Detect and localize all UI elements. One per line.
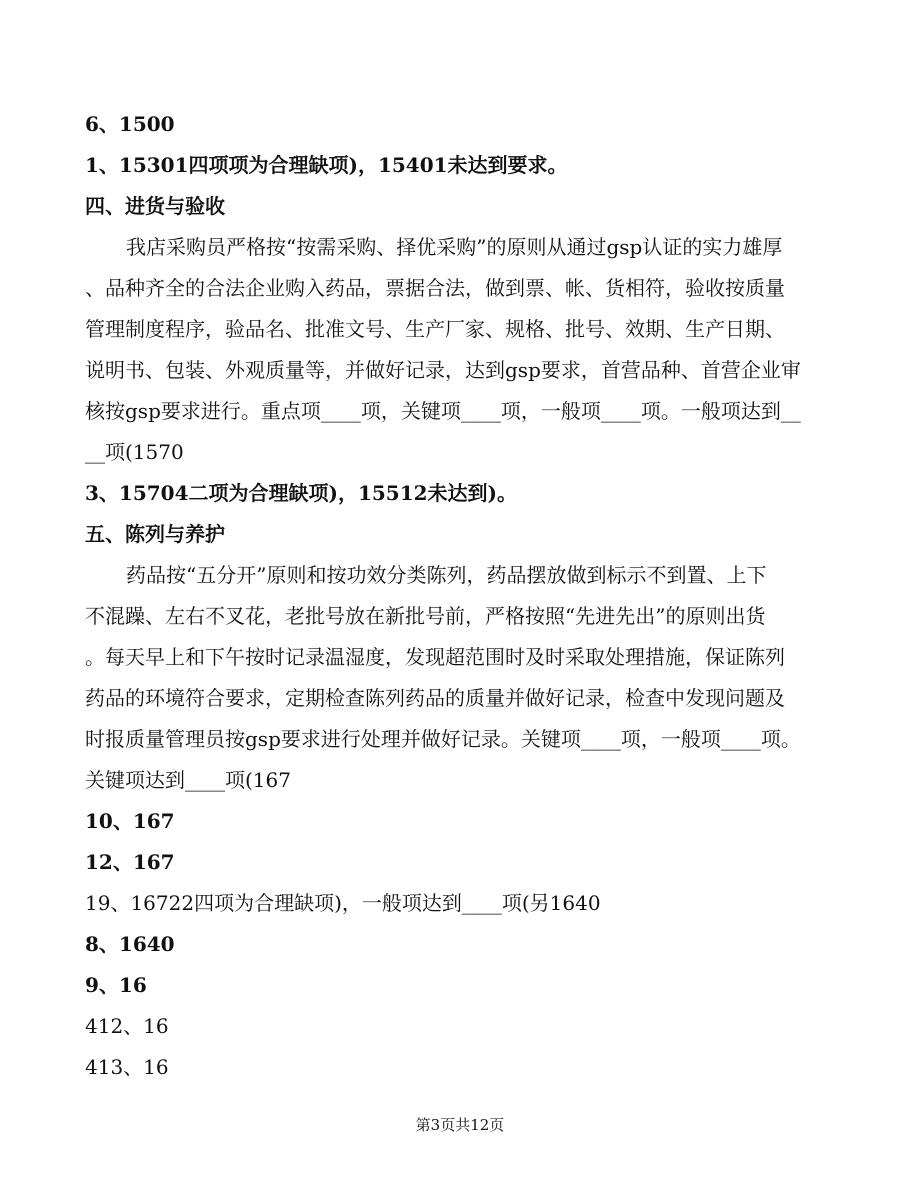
paragraph-line: 药品按“五分开”原则和按功效分类陈列，药品摆放做到标示不到置、上下: [126, 563, 767, 587]
page-footer: 第3页共12页: [415, 1116, 505, 1134]
paragraph-line: 说明书、包装、外观质量等，并做好记录，达到gsp要求，首营品种、首营企业审: [85, 358, 801, 382]
item-line: 10、167: [85, 809, 175, 833]
paragraph-line: 核按gsp要求进行。重点项____项，关键项____项，一般项____项。一般项达到__: [85, 399, 801, 423]
item-line: 3、15704二项为合理缺项)，15512未达到)。: [85, 481, 518, 505]
paragraph-line: 时报质量管理员按gsp要求进行处理并做好记录。关键项____项，一般项____项。: [85, 727, 801, 751]
paragraph-line: 、品种齐全的合法企业购入药品，票据合法，做到票、帐、货相符，验收按质量: [85, 276, 785, 300]
paragraph-line: 。每天早上和下午按时记录温湿度，发现超范围时及时采取处理措施，保证陈列: [85, 645, 785, 669]
item-line: 6、1500: [85, 112, 175, 136]
item-line: 412、16: [85, 1014, 169, 1038]
item-line: 413、16: [85, 1055, 169, 1079]
item-line: 12、167: [85, 850, 175, 874]
paragraph-line: 我店采购员严格按“按需采购、择优采购”的原则从通过gsp认证的实力雄厚: [126, 235, 783, 259]
paragraph-line: 管理制度程序，验品名、批准文号、生产厂家、规格、批号、效期、生产日期、: [85, 317, 785, 341]
item-line: 8、1640: [85, 932, 175, 956]
item-line: 9、16: [85, 973, 147, 997]
section-heading: 四、进货与验收: [85, 194, 225, 218]
paragraph-line: __项(1570: [85, 440, 184, 464]
section-heading: 五、陈列与养护: [85, 522, 225, 546]
paragraph-line: 不混躁、左右不叉花，老批号放在新批号前，严格按照“先进先出”的原则出货: [85, 604, 766, 628]
paragraph-line: 药品的环境符合要求，定期检查陈列药品的质量并做好记录，检查中发现问题及: [85, 686, 785, 710]
paragraph-line: 关键项达到____项(167: [85, 768, 291, 792]
item-line: 1、15301四项项为合理缺项)，15401未达到要求。: [85, 153, 568, 177]
item-line: 19、16722四项为合理缺项)，一般项达到____项(另1640: [85, 891, 601, 915]
